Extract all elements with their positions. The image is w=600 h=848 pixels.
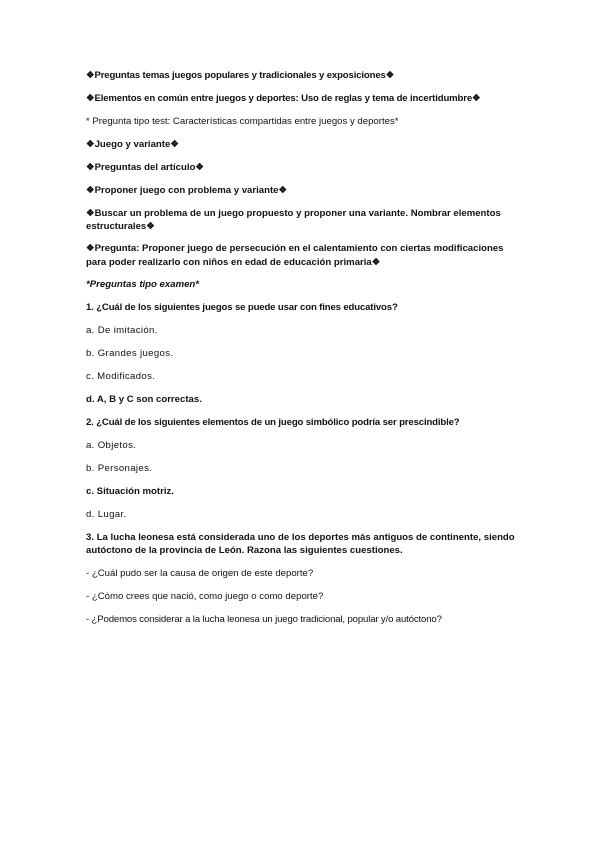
heading-proponer-juego: ❖Proponer juego con problema y variante❖ <box>86 185 288 196</box>
question-text: ¿Cuál de los siguientes elementos de un juego simbólico podría ser prescindible? <box>96 416 460 428</box>
question-number: 1. <box>86 301 94 313</box>
question-2 <box>86 416 518 429</box>
question-3-sub-3: - ¿Podemos considerar a la lucha leonesa un juego tradicional, popular y/o autóctono? <box>86 614 442 626</box>
heading-juegos-populares: ❖Preguntas temas juegos populares y tradicionales y exposiciones❖ <box>86 70 395 81</box>
heading-preguntas-articulo: ❖Preguntas del artículo❖ <box>86 162 204 173</box>
question-text: La lucha leonesa está considerada uno de los deportes más antiguos de continente, siendo autóctono de la provincia de León. Razona las siguientes cuestiones. <box>86 531 515 557</box>
question-3-sub-1: - ¿Cuál pudo ser la causa de origen de este deporte? <box>86 568 314 580</box>
note-pregunta-tipo-test: * Pregunta tipo test: Características compartidas entre juegos y deportes* <box>86 116 399 127</box>
question-2-option-a: a. Objetos. <box>86 439 137 451</box>
question-3 <box>86 531 518 558</box>
question-text: ¿Cuál de los siguientes juegos se puede usar con fines educativos? <box>96 301 398 313</box>
heading-preguntas-examen: *Preguntas tipo examen* <box>86 278 200 290</box>
heading-juego-variante: ❖Juego y variante❖ <box>86 139 179 150</box>
question-1-option-a: a. De imitación. <box>86 324 158 336</box>
question-1-option-c: c. Modificados. <box>86 370 156 382</box>
question-1-option-b: b. Grandes juegos. <box>86 347 174 359</box>
question-1-option-d: d. A, B y C son correctas. <box>86 393 202 405</box>
question-2-option-d: d. Lugar. <box>86 508 127 520</box>
heading-pregunta-persecucion: ❖Pregunta: Proponer juego de persecución en el calentamiento con ciertas modificaciones para poder realizarlo con niños en edad de educación primaria❖ <box>86 243 504 268</box>
question-2-option-b: b. Personajes. <box>86 462 153 474</box>
question-1 <box>86 301 518 314</box>
question-3-sub-2: - ¿Cómo crees que nació, como juego o como deporte? <box>86 591 324 603</box>
heading-buscar-problema: ❖Buscar un problema de un juego propuesto y proponer una variante. Nombrar elementos estructurales❖ <box>86 208 501 233</box>
question-2-option-c: c. Situación motriz. <box>86 485 174 497</box>
question-number: 3. <box>86 531 95 543</box>
question-number: 2. <box>86 416 94 428</box>
document-body <box>86 69 518 636</box>
heading-elementos-comun: ❖Elementos en común entre juegos y deportes: Uso de reglas y tema de incertidumbre❖ <box>86 93 481 104</box>
